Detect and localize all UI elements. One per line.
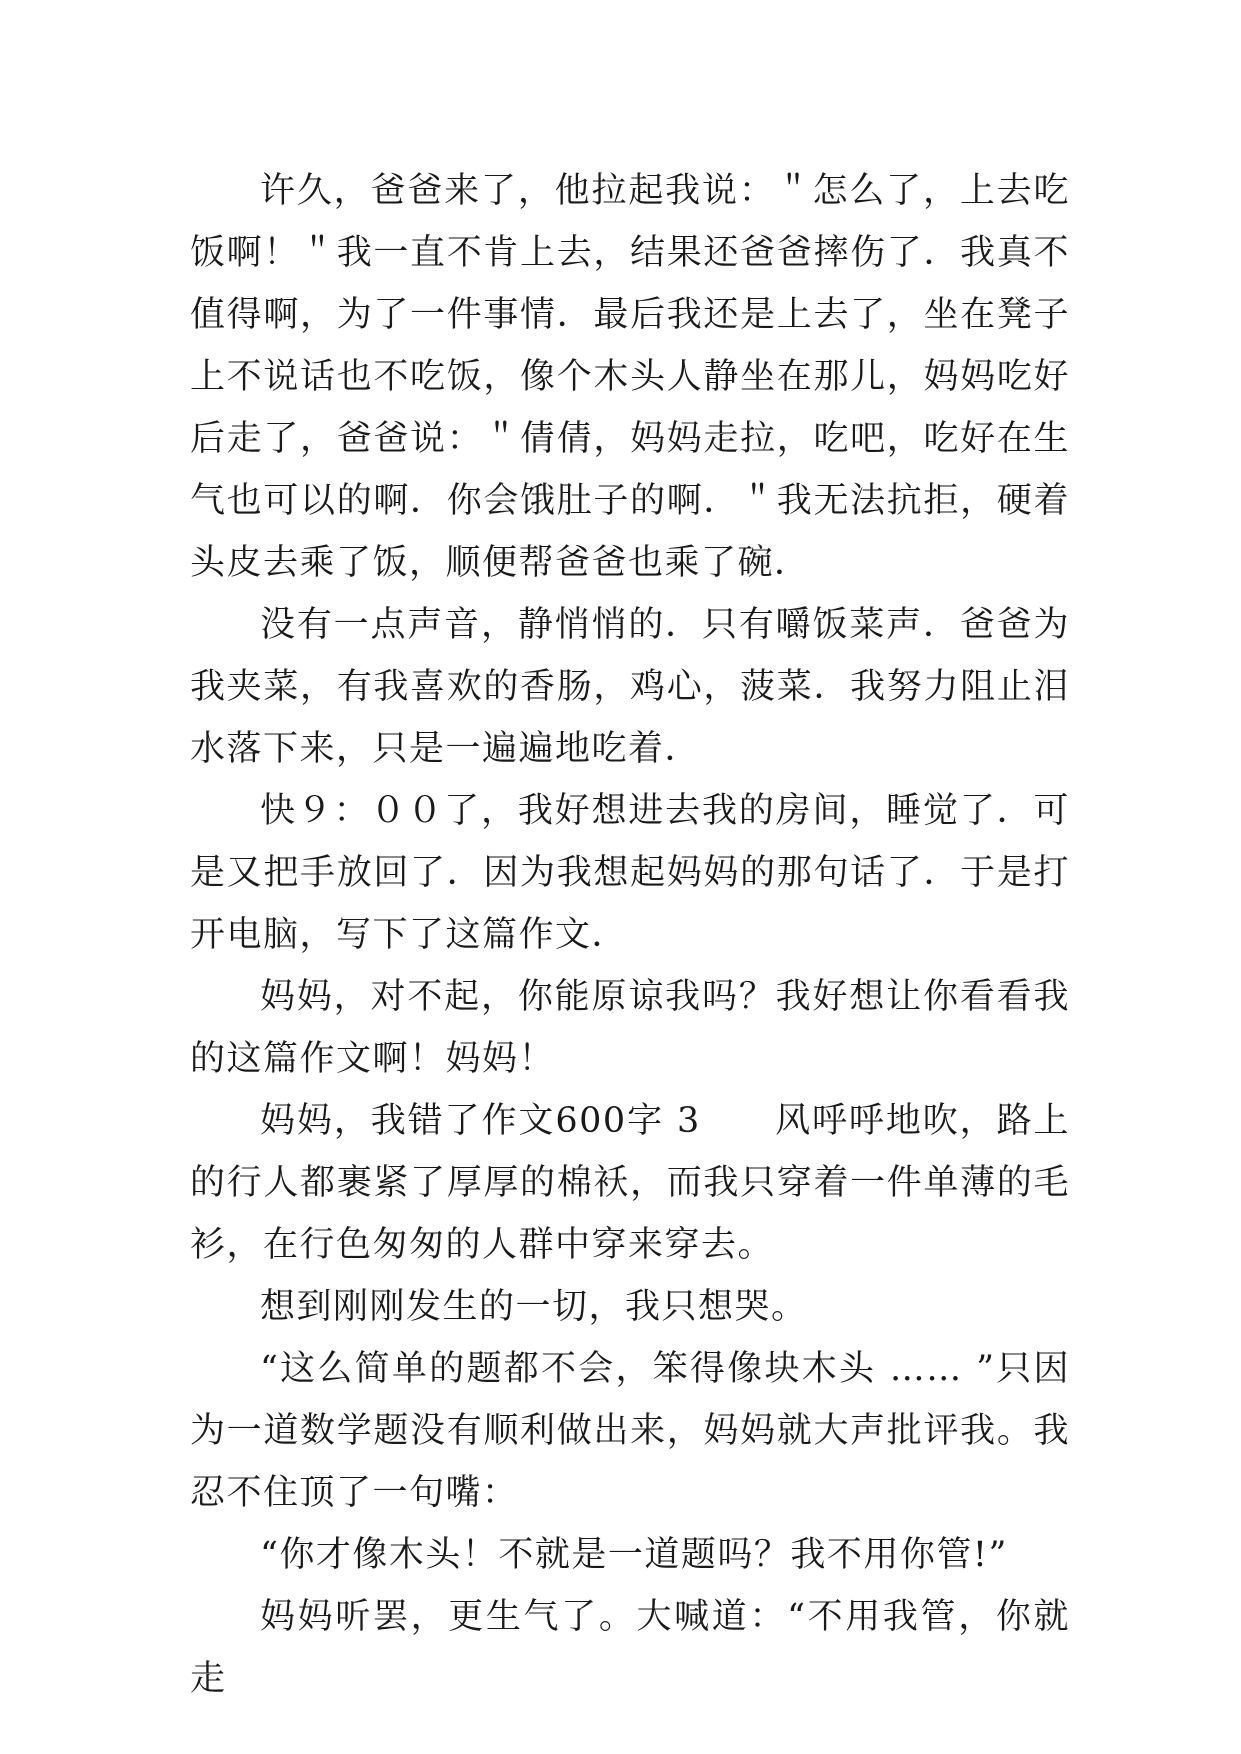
paragraph-6: 想到刚刚发生的一切，我只想哭。 bbox=[260, 1287, 808, 1327]
paragraph-7: “这么简单的题都不会，笨得像块木头 …… ”只因为一道数学题没有顺利做出来，妈妈就大声批评我。我忍不住顶了一句嘴： bbox=[190, 1349, 1070, 1513]
paragraph-9: 妈妈听罢，更生气了。大喊道：“不用我管，你就走 bbox=[190, 1597, 1070, 1699]
paragraph-2: 没有一点声音，静悄悄的．只有嚼饭菜声．爸爸为我夹菜，有我喜欢的香肠，鸡心，菠菜．我努力阻止泪水落下来，只是一遍遍地吃着． bbox=[190, 605, 1070, 769]
paragraph-3: 快９：００了，我好想进去我的房间，睡觉了．可是又把手放回了．因为我想起妈妈的那句话了．于是打开电脑，写下了这篇作文． bbox=[190, 791, 1070, 955]
paragraph-4: 妈妈，对不起，你能原谅我吗？我好想让你看看我的这篇作文啊！妈妈！ bbox=[190, 977, 1070, 1079]
paragraph-8: “你才像木头！不就是一道题吗？我不用你管!” bbox=[260, 1535, 1008, 1575]
paragraph-5: 妈妈，我错了作文600字 3 风呼呼地吹，路上的行人都裹紧了厚厚的棉袄，而我只穿着一件单薄的毛衫，在行色匆匆的人群中穿来穿去。 bbox=[190, 1101, 1070, 1265]
paragraph-1: 许久，爸爸来了，他拉起我说：＂怎么了，上去吃饭啊！＂我一直不肯上去，结果还爸爸摔伤了．我真不值得啊，为了一件事情．最后我还是上去了，坐在凳子上不说话也不吃饭，像个木头人静坐在那儿，妈妈吃好后走了，爸爸说：＂倩倩，妈妈走拉，吃吧，吃好在生气也可以的啊．你会饿肚子的啊．＂我无法抗拒，硬着头皮去乘了饭，顺便帮爸爸也乘了碗． bbox=[190, 171, 1070, 583]
document-body bbox=[190, 160, 1070, 1710]
